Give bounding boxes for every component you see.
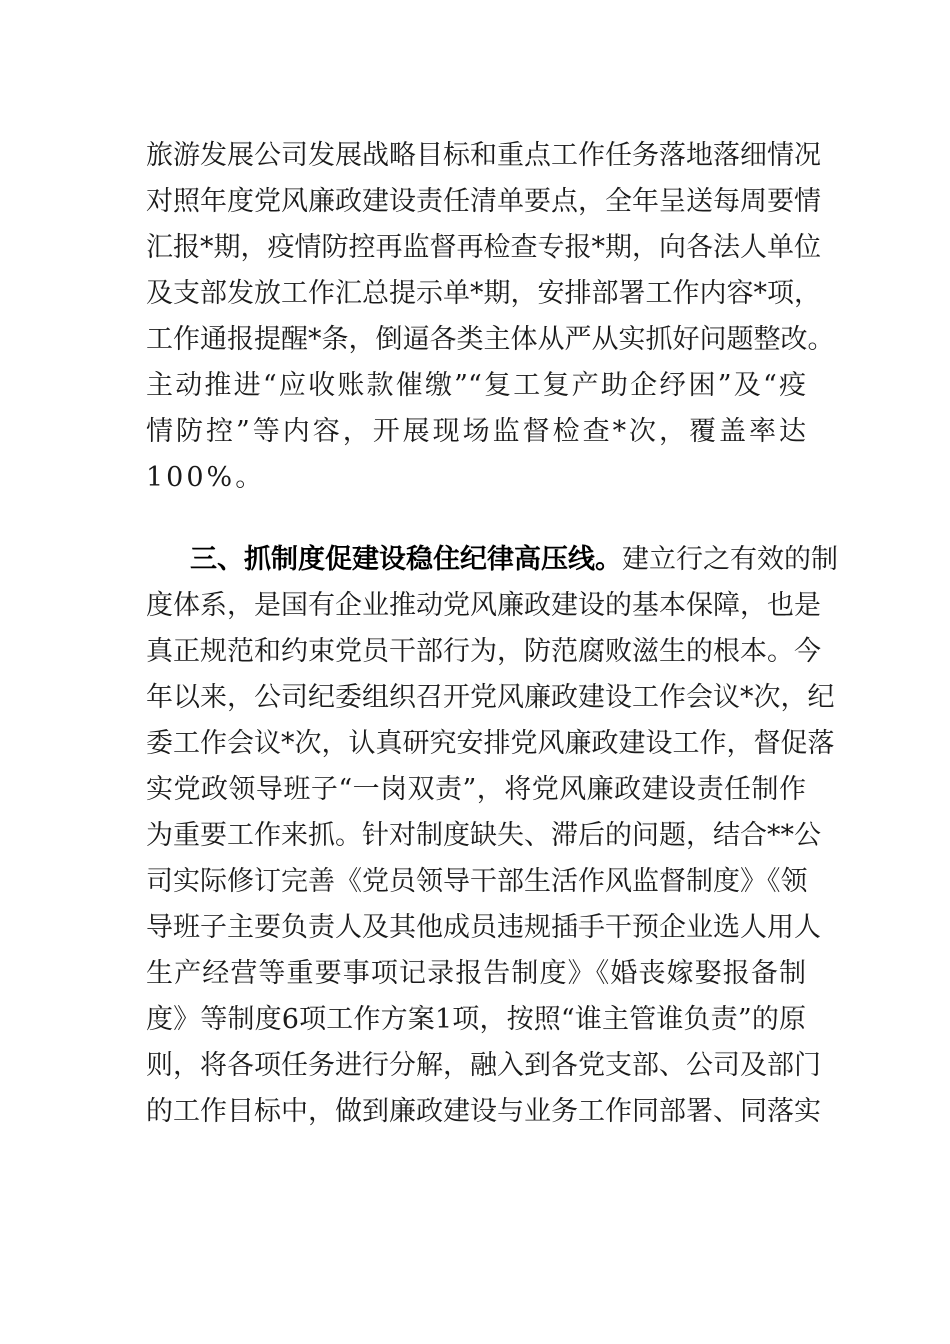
body-text-line: 及支部发放工作汇总提示单*期，安排部署工作内容*项， bbox=[146, 278, 821, 309]
body-text-line: 司实际修订完善《党员领导干部生活作风监督制度》《领 bbox=[146, 866, 808, 897]
body-text-line: 真正规范和约束党员干部行为，防范腐败滋生的根本。今 bbox=[146, 636, 821, 667]
body-text-line: 汇报*期，疫情防控再监督再检查专报*期，向各法人单位 bbox=[146, 232, 821, 263]
body-text-line: 委工作会议*次，认真研究安排党风廉政建设工作，督促落 bbox=[146, 728, 835, 759]
section-heading-line bbox=[190, 540, 838, 580]
body-text-line: 旅游发展公司发展战略目标和重点工作任务落地落细情况 bbox=[146, 140, 821, 171]
body-text-line: 对照年度党风廉政建设责任清单要点，全年呈送每周要情 bbox=[146, 186, 821, 217]
body-text-line: 度》等制度6项工作方案1项，按照“谁主管谁负责”的原 bbox=[146, 1004, 806, 1035]
body-text-line: 为重要工作来抓。针对制度缺失、滞后的问题，结合**公 bbox=[146, 820, 821, 851]
body-text-line: 的工作目标中，做到廉政建设与业务工作同部署、同落实 bbox=[146, 1096, 821, 1127]
body-text-line: 工作通报提醒*条，倒逼各类主体从严从实抓好问题整改。 bbox=[146, 324, 835, 355]
body-text-line: 则，将各项任务进行分解，融入到各党支部、公司及部门 bbox=[146, 1050, 821, 1081]
section-heading: 三、抓制度促建设稳住纪律高压线。 bbox=[190, 544, 622, 575]
body-text-line: 情防控”等内容，开展现场监督检查*次，覆盖率达 bbox=[146, 416, 806, 447]
body-text-line: 主动推进“应收账款催缴”“复工复产助企纾困”及“疫 bbox=[146, 370, 806, 401]
body-text-line: 实党政领导班子“一岗双责”，将党风廉政建设责任制作 bbox=[146, 774, 806, 805]
body-text-line: 100%。 bbox=[146, 462, 266, 493]
body-text-line: 生产经营等重要事项记录报告制度》《婚丧嫁娶报备制 bbox=[146, 958, 806, 989]
body-text-line: 度体系，是国有企业推动党风廉政建设的基本保障，也是 bbox=[146, 590, 821, 621]
body-text-line: 年以来，公司纪委组织召开党风廉政建设工作会议*次，纪 bbox=[146, 682, 835, 713]
body-text-line: 导班子主要负责人及其他成员违规插手干预企业选人用人 bbox=[146, 912, 821, 943]
body-text-span: 建立行之有效的制 bbox=[622, 544, 838, 575]
